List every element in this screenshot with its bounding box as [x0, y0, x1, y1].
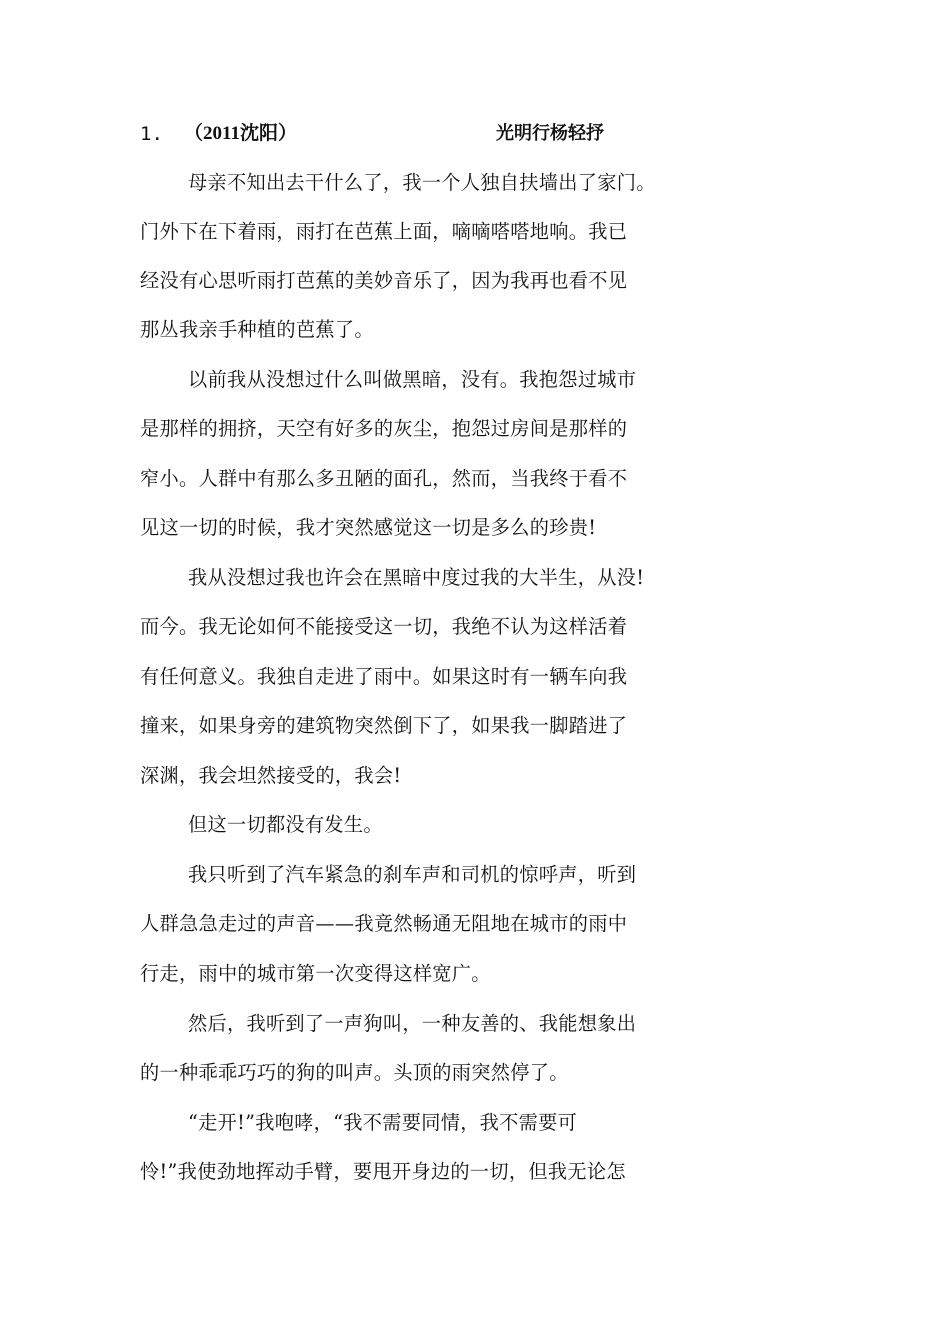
text-line: 人群急急走过的声音——我竟然畅通无阻地在城市的雨中 — [140, 912, 628, 935]
article-title: 光明行杨轻抒 — [496, 123, 604, 144]
text-line: “走开!”我咆哮，“我不需要同情，我不需要可 — [188, 1111, 578, 1134]
text-line: 行走，雨中的城市第一次变得这样宽广。 — [140, 962, 491, 985]
text-line: 见这一切的时候，我才突然感觉这一切是多么的珍贵! — [140, 516, 597, 539]
question-heading — [140, 118, 660, 150]
text-line: 门外下在下着雨，雨打在芭蕉上面，嘀嘀嗒嗒地响。我已 — [140, 220, 628, 243]
text-line: 是那样的拥挤，天空有好多的灰尘，抱怨过房间是那样的 — [140, 417, 628, 440]
text-line: 那丛我亲手种植的芭蕉了。 — [140, 318, 374, 341]
question-source: （2011沈阳） — [184, 123, 297, 144]
text-line: 以前我从没想过什么叫做黑暗，没有。我抱怨过城市 — [188, 368, 637, 391]
text-line: 怜!”我使劲地挥动手臂，要甩开身边的一切，但我无论怎 — [140, 1160, 626, 1183]
text-line: 但这一切都没有发生。 — [188, 813, 383, 836]
text-line: 我只听到了汽车紧急的刹车声和司机的惊呼声，听到 — [188, 863, 637, 886]
text-line: 我从没想过我也许会在黑暗中度过我的大半生，从没! — [188, 566, 645, 589]
text-line: 深渊，我会坦然接受的，我会! — [140, 764, 402, 787]
text-line: 然后，我听到了一声狗叫，一种友善的、我能想象出 — [188, 1012, 637, 1035]
text-line: 经没有心思听雨打芭蕉的美妙音乐了，因为我再也看不见 — [140, 269, 628, 292]
text-line: 母亲不知出去干什么了，我一个人独自扶墙出了家门。 — [188, 171, 656, 194]
text-line: 窄小。人群中有那么多丑陋的面孔，然而，当我终于看不 — [140, 467, 628, 490]
text-line: 撞来，如果身旁的建筑物突然倒下了，如果我一脚踏进了 — [140, 714, 628, 737]
text-line: 有任何意义。我独自走进了雨中。如果这时有一辆车向我 — [140, 665, 628, 688]
text-line: 的一种乖乖巧巧的狗的叫声。头顶的雨突然停了。 — [140, 1061, 569, 1084]
question-number: 1. — [140, 123, 163, 145]
text-line: 而今。我无论如何不能接受这一切，我绝不认为这样活着 — [140, 615, 628, 638]
